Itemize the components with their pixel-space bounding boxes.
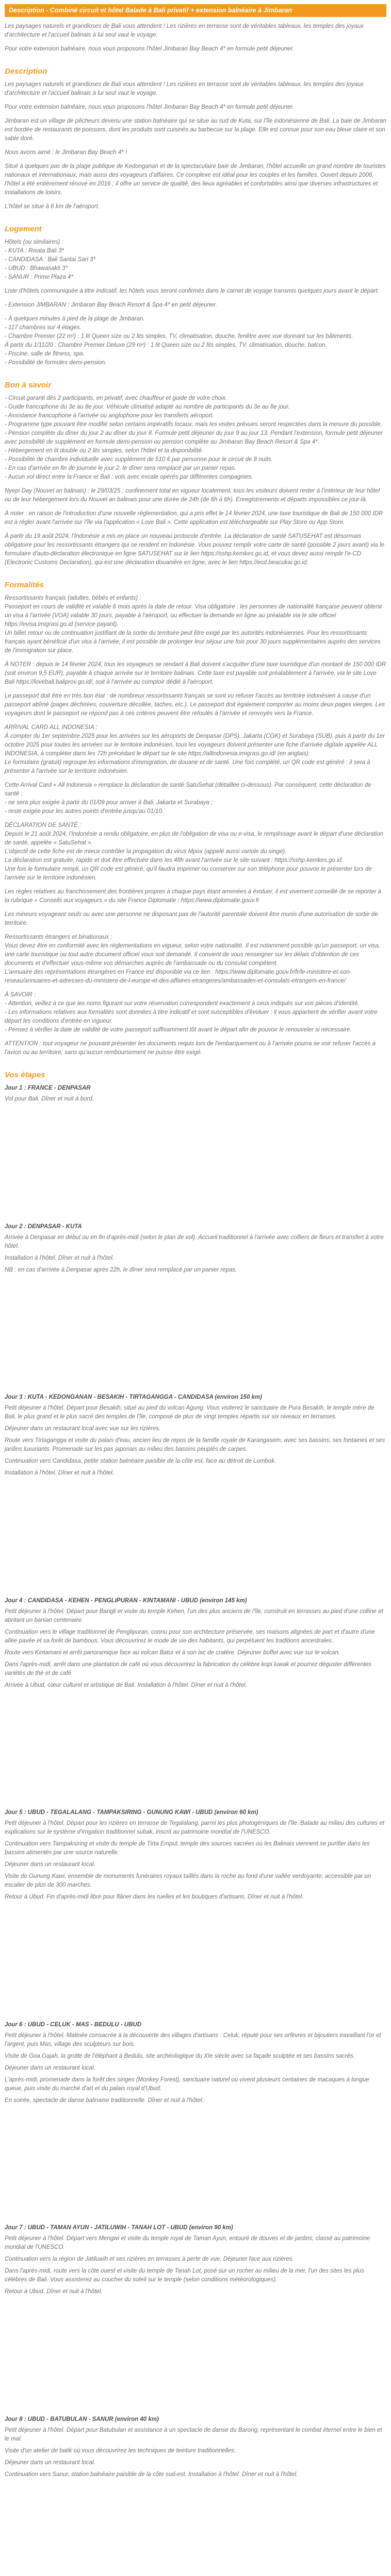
paragraph: À partir du 19 août 2024, l'Indonésie a mis en place un nouveau protocole d'entrée. La déclaration de santé SATUSEHAT est désormais obligatoire pour les ressortissants étrangers qui se rendent en Indonésie. Vous pouvez remplir votre carte de santé (possible 2 jours avant) via le formulaire d'auto-déclaration électronique en ligne SATUSEHAT sur le lien https://sshp.kemkes.go.id, et vous devez aussi remplir l'e-CD (Electronic Customs Declaration), qui est une déclaration douanière en ligne, avec le lien https://ecd.beacukai.go.id. [5,533,384,566]
page-title: Description - Combiné circuit et hôtel Balade à Bali privatif + extension balnéaire à Jimbaran [9,7,292,14]
paragraph: Les règles relatives au franchissement des frontières propres à chaque pays étant amenées à évoluer, il est vivement conseillé de se reporter à la rubrique « Conseils aux voyageurs » du site France Diplomatie : https://www.diplomatie.gouv.fr [5,889,382,904]
day-title: Jour 2 : DENPASAR - KUTA [5,1223,82,1230]
bon-a-savoir-paragraphs [5,394,386,567]
day-paragraph: Déjeuner dans un restaurant local. [5,2459,95,2466]
day-paragraph: Dans l'après-midi, route vers la côte ouest et visite du temple de Tanah Lot, posé sur un rocher au milieu de la mer, l'un des sites les plus célèbres de Bali. Vous assisterez au coucher du soleil sur le temple (selon conditions météorologiques). [5,2268,364,2283]
formalites-heading: Formalités [5,581,44,589]
day-item [5,1393,386,1481]
day-item [5,1808,386,1905]
day-item [5,1084,386,1107]
day-paragraph: Retour à Ubud. Fin d'après-midi libre pour flâner dans les ruelles et les boutiques d'artisans. Dîner et nuit à l'hôtel. [5,1894,304,1901]
day-item [5,2224,386,2299]
day-item [5,1597,386,1693]
paragraph: Les paysages naturels et grandioses de Bali vous attendent ! Les rizières en terrasse sont de véritables tableaux, les temples des joyaux d'architecture et l'accueil balinais à lui seul vaut le voyage. [5,81,364,96]
day-title: Jour 6 : UBUD - CELUK - MAS - BEDULU - UBUD [5,2021,142,2028]
formalites-section [5,572,386,1062]
day-paragraph: Petit déjeuner à l'hôtel. Départ pour Besakih, situé au pied du volcan Agung. Vous visiterez le sanctuaire de Pura Besakih, le temple mère de Bali, le plus grand et le plus sacré des temples de l'île, composé de plus de vingt temples répartis sur six niveaux en terrasses. [5,1405,374,1420]
day-paragraph: Visite d'un atelier de batik où vous découvrirez les techniques de teinture traditionnelles. [5,2447,236,2454]
paragraph: - À quelques minutes à pied de la plage de Jimbaran. - 117 chambres sur 4 étages. - Chambre Premier (22 m²) : 1 lit Queen size ou 2 lits simples, TV, climatisation, douche, fenêtre avec vue donnant sur les bâtiments. À partir du 1/11/20 : Chambre Premier Deluxe (29 m²) : 1 lit Queen size ou 2 lits simples, TV, climatisation, douche, balcon. - Piscine, salle de fitness, spa. - Possibilité de formules demi-pension. [5,316,353,366]
paragraph: ARRIVAL CARD ALL INDONESIA : À compter du 1er septembre 2025 pour les arrivées sur les aéroports de Denpasar (DPS), Jakarta (CGK) et Surabaya (SUB), puis à partir du 1er octobre 2025 pour toutes les arrivées sur le territoire indonésien, tous les voyageurs doivent présenter une fiche d'arrivée digitale appelée ALL INDONESIA, à compléter dans les 72h précédant le départ sur le site https://allindonesia.imigrasi.go.id/ (en anglais). Le formulaire (gratuit) regroupe les informations d'immigration, de douane et de santé. Une fois complété, un QR code est généré : il sera à présenter à l'arrivée sur le territoire indonésien. [5,724,385,774]
day-paragraph: Continuation vers la région de Jatiluwih et ses rizières en terrasses à perte de vue. Déjeuner face aux rizières. [5,2256,294,2263]
paragraph: Ressortissants étrangers et binationaux : Vous devez être en conformité avec les réglementations en vigueur, selon votre nationalité. Il est notamment possible qu'un passeport, un visa, une carte touristique ou tout autre document officiel vous soit demandé. Il convient de vous renseigner sur les délais d'obtention de ces documents et d'effectuer vous-même vos démarches auprès de l'ambassade ou du consulat compétent. L'annuaire des représentations étrangères en France est disponible via ce lien : https://www.diplomatie.gouv.fr/fr/le-ministere-et-son-reseau/annuaires-et-adresses-du-ministere-de-l-europe-et-des-affaires-etrangeres/ambassades-et-consulats-etrangers-en-france/ [5,934,380,984]
paragraph: Pour votre extension balnéaire, nous vous proposons l'hôtel Jimbaran Bay Beach 4* en formule petit déjeuner. [5,46,295,52]
paragraph: ATTENTION : tout voyageur ne pouvant présenter les documents requis lors de l'embarquement ou à l'arrivée pourra se voir refuser l'accès à l'avion ou au territoire, sans qu'aucun remboursement ne puisse être exigé. [5,1041,376,1056]
paragraph: À SAVOIR : - Attention, veillez à ce que les noms figurant sur votre réservation correspondent exactement à ceux indiqués sur vos pièces d'identité. - Les informations relatives aux formalités sont données à titre indicatif et sont susceptibles d'évoluer : il vous appartient de vérifier avant votre départ les conditions d'entrée en vigueur. - Pensez à vérifier la date de validité de votre passeport suffisamment tôt avant le départ afin de pouvoir le renouveler si nécessaire. [5,992,378,1033]
paragraph: Nous avons aimé : le Jimbaran Bay Beach 4* ! [5,149,127,156]
description-heading: Description [5,67,47,76]
paragraph: Jimbaran est un village de pêcheurs devenu une station balnéaire qui se situe au sud de Kuta, sur l'île indonésienne de Bali. La baie de Jimbaran est bordée de restaurants de poissons, dont les produits sont cuisinés au barbecue sur la plage. Elle est connue pour son eau bleue claire et son sable doré. [5,118,386,142]
paragraph: Ressortissants français (adultes, bébés et enfants) : Passeport en cours de validité et valable 6 mois après la date de retour. Visa obligatoire : les personnes de nationalité française peuvent obtenir un visa à l'arrivée (VOA) valable 30 jours, payable à l'aéroport, ou effectuer la demande en ligne au préalable via le site officiel https://evisa.imigrasi.go.id (service payant). Un billet retour ou de continuation justifiant de la sortie du territoire peut être exigé par les autorités indonésiennes. Pour les ressortissants français ayant bénéficié d'un visa à l'arrivée, il est possible de prolonger leur séjour une fois pour 30 jours supplémentaires auprès des services de l'immigration sur place. [5,595,382,654]
title-banner [5,4,386,17]
day-paragraph: Petit déjeuner à l'hôtel. Départ pour Batubulan et assistance à un spectacle de danse du Barong, représentant le combat éternel entre le bien et le mal. [5,2427,382,2442]
day-paragraph: Déjeuner dans un restaurant local avec vue sur les rizières. [5,1426,161,1432]
description-section [5,59,386,216]
bon-a-savoir-section [5,372,386,572]
day-paragraph: Continuation vers Tampaksiring et visite du temple de Tirta Empul, temple des sources sacrées où les Balinais viennent se purifier dans les bassins alimentés par une source naturelle. [5,1841,370,1856]
day-title: Jour 1 : FRANCE - DENPASAR [5,1085,91,1091]
bon-a-savoir-heading: Bon à savoir [5,381,52,389]
paragraph: À NOTER : depuis le 14 février 2024, tous les voyageurs se rendant à Bali doivent s'acquitter d'une taxe touristique d'un montant de 150 000 IDR (soit environ 9,5 EUR), payable à chaque arrivée sur le territoire balinais. Cette taxe est payable soit préalablement à l'arrivée, via le site Love Bali https://lovebali.baliprov.go.id/, soit à l'arrivée au comptoir dédié à l'aéroport. [5,662,386,685]
day-paragraph: En soirée, spectacle de danse balinaise traditionnelle. Dîner et nuit à l'hôtel. [5,2097,204,2104]
paragraph: Cette Arrival Card « All Indonesia » remplace la déclaration de santé SatuSehat (détaillée ci-dessous). Par conséquent, cette déclaration de santé : - ne sera plus exigée à partir du 01/09 pour arriver à Bali, Jakarta et Surabaya ; - reste exigée pour les autres points d'entrée jusqu'au 01/10. [5,782,371,815]
paragraph: Nyepi Day (Nouvel an balinais) : le 29/03/25 : confinement total en vigueur localement, tous les visiteurs doivent rester à l'intérieur de leur hôtel ou de leur hébergement lors du Nouvel an balinais pour une durée de 24h (de 6h à 6h). Enregistrements et départs impossibles ce jour-là. [5,488,380,503]
day-paragraph: Petit déjeuner à l'hôtel. Départ pour Bangli et visite du temple Kehen, l'un des plus anciens de l'île, construit en terrasses au pied d'une colline et abritant un banian centenaire. [5,1608,383,1623]
paragraph: Hôtels (ou similaires) : - KUTA : Risata Bali 3* - CANDIDASA : Bali Santai Sari 3* - UBUD : Bhawasakti 3* - SANUR : Prime Plaza 4* [5,239,95,280]
day-paragraph: Petit déjeuner à l'hôtel. Départ pour les rizières en terrasse de Tegalalang, parmi les plus photogéniques de l'île. Balade au milieu des cultures et explications sur le système d'irrigation traditionnel subak, inscrit au patrimoine mondial de l'UNESCO. [5,1820,384,1836]
day-paragraph: NB : en cas d'arrivée à Denpasar après 22h, le dîner sera remplacé par un panier repas. [5,1266,237,1273]
logement-paragraphs [5,238,386,367]
day-paragraph: Déjeuner dans un restaurant local. [5,2064,95,2071]
day-paragraph: Arrivée à Ubud, cœur culturel et artistique de Bali. Installation à l'hôtel. Dîner et nuit à l'hôtel. [5,1682,247,1688]
day-paragraph: Route vers Tirtagangga et visite du palais d'eau, ancien lieu de repos de la famille royale de Karangasem, avec ses bassins, ses fontaines et ses jardins luxuriants. Promenade sur les pas japonais au milieu des bassins peuplés de carpes. [5,1437,385,1453]
paragraph: Le passeport doit être en très bon état : de nombreux ressortissants français se sont vu refuser l'accès au territoire indonésien à cause d'un passeport abîmé (pages déchirées, couverture décollée, taches, etc.). Le passeport doit également comporter au moins deux pages vierges. Les voyageurs dont le passeport ne répond pas à ces critères peuvent être refoulés à l'arrivée et renvoyés vers la France. [5,693,385,717]
day-title: Jour 7 : UBUD - TAMAN AYUN - JATILUWIH - TANAH LOT - UBUD (environ 90 km) [5,2225,233,2231]
day-paragraph: Vol pour Bali. Dîner et nuit à bord. [5,1096,94,1102]
itinerary-section [5,1062,386,2576]
day-paragraph: Installation à l'hôtel. Dîner et nuit à l'hôtel. [5,1470,115,1477]
day-item [5,1223,386,1278]
paragraph: À noter : en raison de l'introduction d'une nouvelle réglementation, qui a pris effet le 14 février 2024, une taxe touristique de Bali de 150 000 IDR est à régler avant l'arrivée sur l'île via l'application « Love Bali ». Cette application est téléchargeable sur Play Store ou App Store. [5,511,383,526]
day-paragraph: Visite de Gunung Kawi, ensemble de monuments funéraires royaux taillés dans la roche au fond d'une vallée verdoyante, accessible par un escalier de plus de 300 marches. [5,1873,371,1889]
day-paragraph: Continuation vers Sanur, station balnéaire paisible de la côte sud-est. Installation à l'hôtel. Dîner et nuit à l'hôtel. [5,2471,298,2478]
day-item [5,2021,386,2108]
day-list [5,1084,386,2576]
day-paragraph: L'après-midi, promenade dans la forêt des singes (Monkey Forest), sanctuaire naturel où vivent plusieurs centaines de macaques à longue queue, puis visite du marché d'art et du palais royal d'Ubud. [5,2076,369,2092]
day-title: Jour 5 : UBUD - TEGALALANG - TAMPAKSIRING - GUNUNG KAWI - UBUD (environ 60 km) [5,1809,258,1816]
paragraph: Situé à quelques pas de la plage publique de Kedonganan et de la spectaculaire baie de Jimbaran, l'hôtel accueille un grand nombre de touristes nationaux et internationaux, mais aussi des voyageurs d'affaires. Ce complexe est idéal pour les couples et les familles. Ouvert depuis 2006, l'hôtel a été entièrement rénové en 2016 ; il offre un service de qualité, des lieux agréables et confortables ainsi que diverses infrastructures et installations de loisirs. [5,163,386,196]
paragraph: DÉCLARATION DE SANTÉ : Depuis le 21 août 2024, l'Indonésie a rendu obligatoire, en plus de l'obligation de visa ou e-visa, le remplissage avant le départ d'une déclaration de santé, appelée « SatuSehat ». L'objectif de cette fiche est de mieux contrôler la propagation du virus Mpox (appelé aussi variole du singe). La déclaration est gratuite, rapide et doit être effectuée dans les 48h avant l'arrivée sur le site suivant : https://sshp.kemkes.go.id. Une fois le formulaire rempli, un QR code est généré, qu'il faudra imprimer ou conserver sur son téléphone pour pouvoir le présenter lors de l'arrivée sur le territoire indonésien. [5,822,384,881]
formalites-paragraphs [5,594,386,1057]
day-paragraph: Route vers Kintamani et arrêt panoramique face au volcan Batur et à son lac de cratère. Déjeuner buffet avec vue sur le volcan. [5,1649,340,1656]
day-title: Jour 8 : UBUD - BATUBULAN - SANUR (environ 40 km) [5,2416,159,2422]
paragraph: - Extension JIMBARAN : Jimbaran Bay Beach Resort & Spa 4* en petit déjeuner. [5,302,217,308]
day-item [5,2415,386,2482]
day-title: Jour 3 : KUTA - KEDONGANAN - BESAKIH - TIRTAGANGGA - CANDIDASA (environ 150 km) [5,1394,262,1401]
day-paragraph: Déjeuner dans un restaurant local. [5,1861,95,1868]
day-paragraph: Visite de Goa Gajah, la grotte de l'éléphant à Bedulu, site archéologique du XIe siècle avec sa façade sculptée et ses bassins sacrés. [5,2053,355,2059]
paragraph: L'hôtel se situe à 6 km de l'aéroport. [5,204,100,210]
day-title: Jour 4 : CANDIDASA - KEHEN - PENGLIPURAN - KINTAMANI - UBUD (environ 145 km) [5,1597,247,1604]
paragraph: Les mineurs voyageant seuls ou avec une personne ne disposant pas de l'autorité parentale doivent être munis d'une autorisation de sortie de territoire. [5,911,378,926]
day-paragraph: Arrivée à Denpasar en début ou en fin d'après-midi (selon le plan de vol). Accueil traditionnel à l'arrivée avec colliers de fleurs et transfert à votre hôtel. [5,1234,384,1249]
itinerary-heading: Vos étapes [5,1071,45,1079]
day-paragraph: Continuation vers Candidasa, petite station balnéaire paisible de la côte est, face au détroit de Lombok. [5,1458,276,1465]
day-paragraph: Petit déjeuner à l'hôtel. Départ vers Mengwi et visite du temple royal de Taman Ayun, entouré de douves et de jardins, classé au patrimoine mondial de l'UNESCO. [5,2235,370,2251]
day-paragraph: Installation à l'hôtel. Dîner et nuit à l'hôtel. [5,1255,115,1261]
paragraph: Les paysages naturels et grandioses de Bali vous attendent ! Les rizières en terrasse sont de véritables tableaux, les temples des joyaux d'architecture et l'accueil balinais à lui seul vaut le voyage. [5,23,364,38]
intro-paragraphs [5,22,386,54]
logement-section [5,216,386,372]
day-paragraph: Dans l'après-midi, arrêt dans une plantation de café où vous découvrirez la fabrication du célèbre kopi luwak et pourrez déguster différentes variétés de thé et de café. [5,1661,372,1676]
day-paragraph: Retour à Ubud. Dîner et nuit à l'hôtel. [5,2289,103,2295]
paragraph: Pour votre extension balnéaire, nous vous proposons l'hôtel Jimbaran Bay Beach 4* en formule petit déjeuner. [5,104,295,110]
intro-section [5,22,386,59]
description-paragraphs [5,80,386,211]
paragraph: - Circuit garanti dès 2 participants, en privatif, avec chauffeur et guide de votre choix. - Guide francophone du 3e au 8e jour. Véhicule climatisé adapté au nombre de participants du 3e au 8e jour. - Assistance francophone à l'arrivée ou anglophone pour les transferts aéroport. - Programme type pouvant être modifié selon certains impératifs locaux, mais les visites prévues seront respectées dans la mesure du possible. - Pension complète du dîner du jour 2 au dîner du jour 8. Formule petit déjeuner du jour 9 au jour 13. Pendant l'extension, formule petit déjeuner avec possibilité de supplément en formule demi-pension ou pension complète au Jimbaran Bay Beach Resort & Spa 4*. - Hébergement en lit double ou 2 lits simples, selon l'hôtel et la disponibilité. - Possibilité de chambre individuelle avec supplément de 510 € par personne pour le circuit de 8 nuits. - En cas d'arrivée en fin de journée le jour 2, le dîner sera remplacé par un panier repas. - Aucun vol direct entre la France et Bali : vols avec escale opérés par différentes compagnies. [5,395,383,480]
logement-heading: Logement [5,225,42,233]
paragraph: Liste d'hôtels communiquée à titre indicatif, les hôtels vous seront confirmés dans le carnet de voyage transmis quelques jours avant le départ. [5,288,379,294]
day-paragraph: Continuation vers le village traditionnel de Penglipuran, connu pour son architecture préservée, ses maisons alignées de part et d'autre d'une allée pavée et sa forêt de bambous. Vous découvrirez le mode de vie des habitants, qui perpétuent les traditions ancestrales. [5,1629,375,1644]
day-paragraph: Petit déjeuner à l'hôtel. Matinée consacrée à la découverte des villages d'artisans : Celuk, réputé pour ses orfèvres et bijoutiers travaillant l'or et l'argent, puis Mas, village des sculpteurs sur bois. [5,2032,381,2047]
